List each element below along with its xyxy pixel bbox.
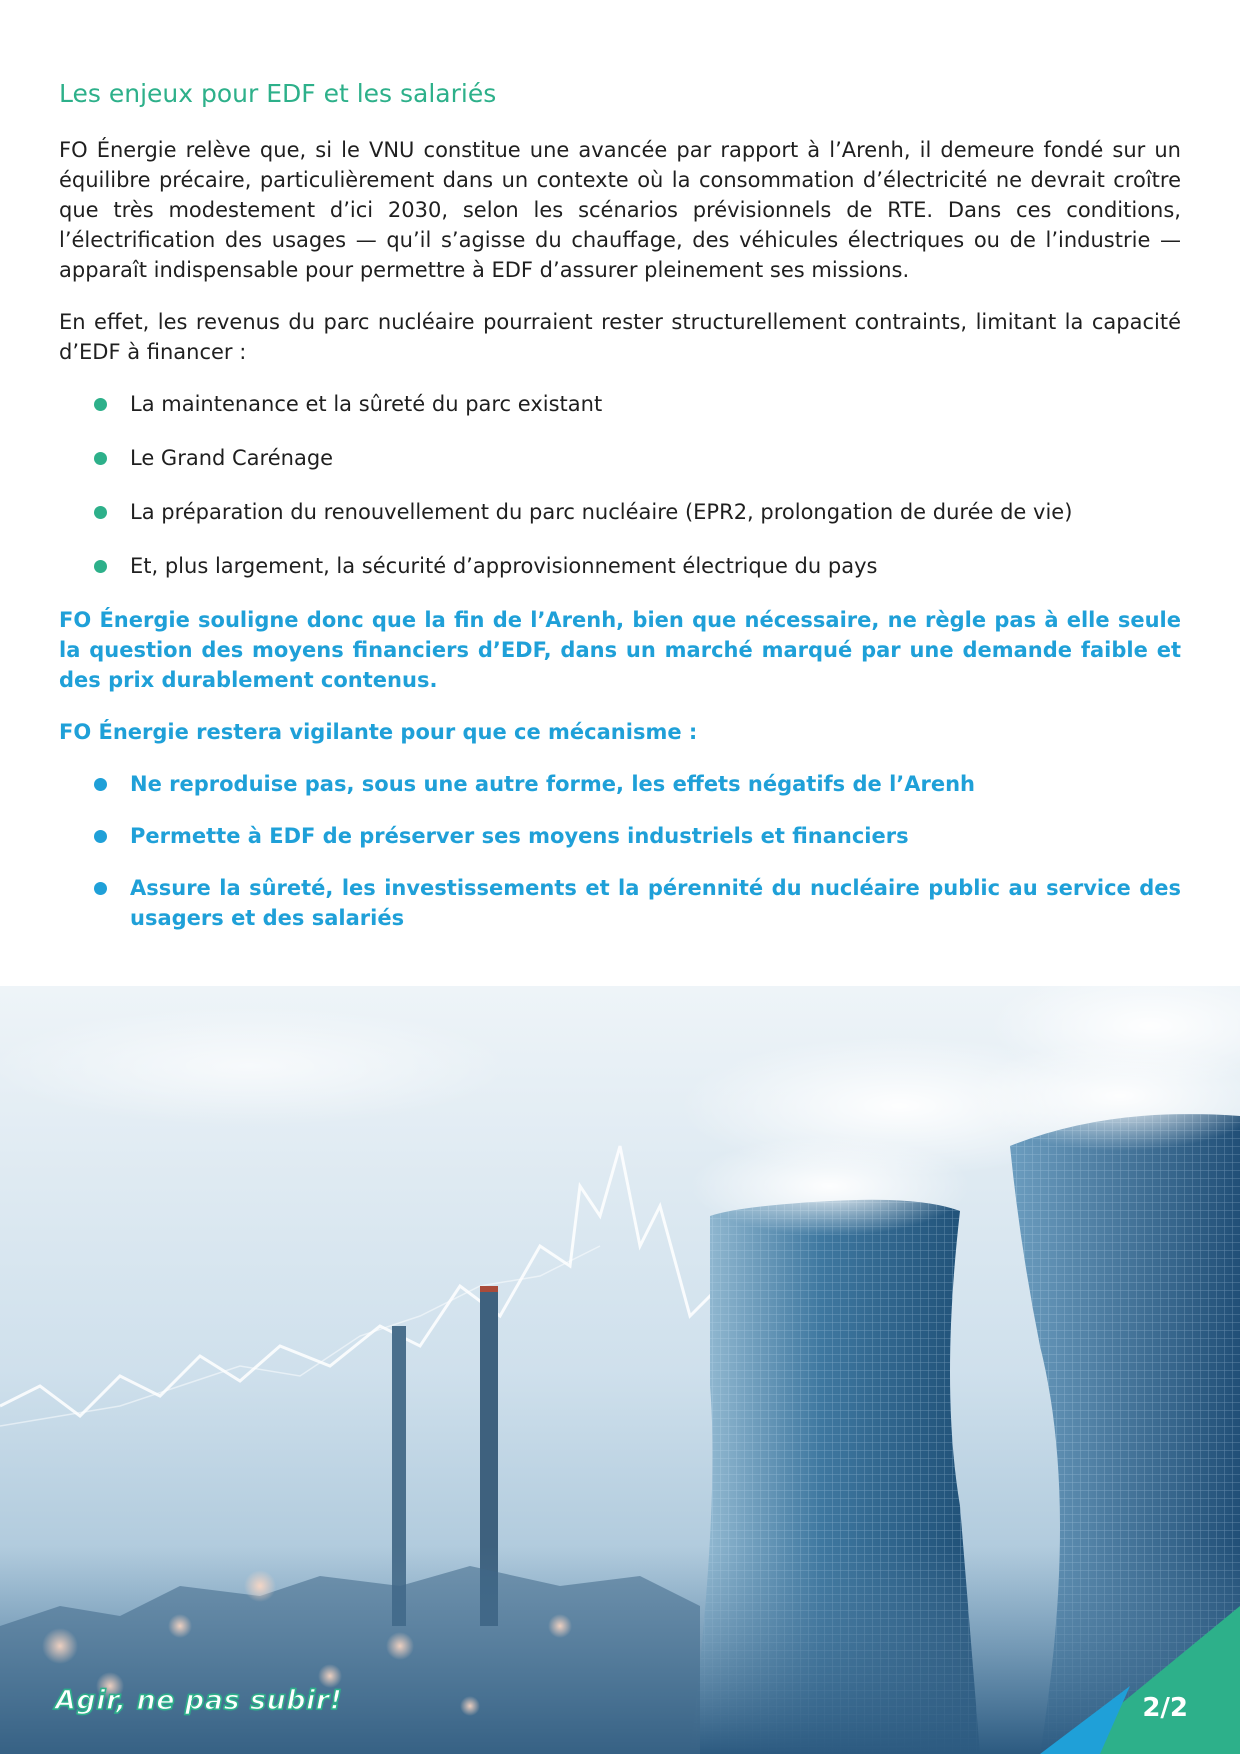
- bullet-dot-icon: [94, 882, 107, 895]
- bullet-dot-icon: [94, 398, 107, 411]
- list-item: La maintenance et la sûreté du parc existant: [130, 389, 1181, 419]
- paragraph-conclusion: FO Énergie souligne donc que la fin de l’Arenh, bien que nécessaire, ne règle pas à elle seule la question des moyens financiers d’EDF, dans un marché marqué par une demande faible et des prix durablement contenus.: [59, 607, 1181, 692]
- list-item: Assure la sûreté, les investissements et la pérennité du nucléaire public au service des usagers et des salariés: [130, 873, 1181, 933]
- bullet-dot-icon: [94, 778, 107, 791]
- bullet-dot-icon: [94, 830, 107, 843]
- list-item: Permette à EDF de préserver ses moyens industriels et financiers: [130, 821, 1181, 851]
- bullet-dot-icon: [94, 506, 107, 519]
- bullet-dot-icon: [94, 452, 107, 465]
- paragraph-context: FO Énergie relève que, si le VNU constitue une avancée par rapport à l’Arenh, il demeure fondé sur un équilibre précaire, particulièrement dans un contexte où la consommation d’électricité ne devrait croître que très modestement d’ici 2030, selon les scénarios prévisionnels de RTE. Dans ces conditions, l’électrification des usages — qu’il s’agisse du chauffage, des véhicules électriques ou de l’industrie — apparaît indispensable pour permettre à EDF d’assurer pleinement ses missions.: [59, 137, 1181, 282]
- nuclear-plant-image: [0, 986, 1240, 1754]
- nuclear-plant-illustration: [0, 986, 1240, 1754]
- paragraph-revenues: En effet, les revenus du parc nucléaire pourraient rester structurellement contraints, limitant la capacité d’EDF à financer :: [59, 309, 1181, 364]
- page-number: 2/2: [1142, 1693, 1188, 1723]
- vigilance-list: [59, 769, 1181, 933]
- paragraph-vigilance: FO Énergie restera vigilante pour que ce mécanisme :: [59, 719, 698, 744]
- section-title: Les enjeux pour EDF et les salariés: [59, 79, 497, 108]
- list-item: Ne reproduise pas, sous une autre forme, les effets négatifs de l’Arenh: [130, 769, 1181, 799]
- article-content: [59, 78, 1181, 955]
- list-item: Et, plus largement, la sécurité d’approvisionnement électrique du pays: [130, 551, 1181, 581]
- list-item: La préparation du renouvellement du parc nucléaire (EPR2, prolongation de durée de vie): [130, 497, 1181, 527]
- bullet-dot-icon: [94, 560, 107, 573]
- list-item: Le Grand Carénage: [130, 443, 1181, 473]
- slogan: Agir, ne pas subir!: [55, 1685, 343, 1716]
- financing-list: [59, 389, 1181, 581]
